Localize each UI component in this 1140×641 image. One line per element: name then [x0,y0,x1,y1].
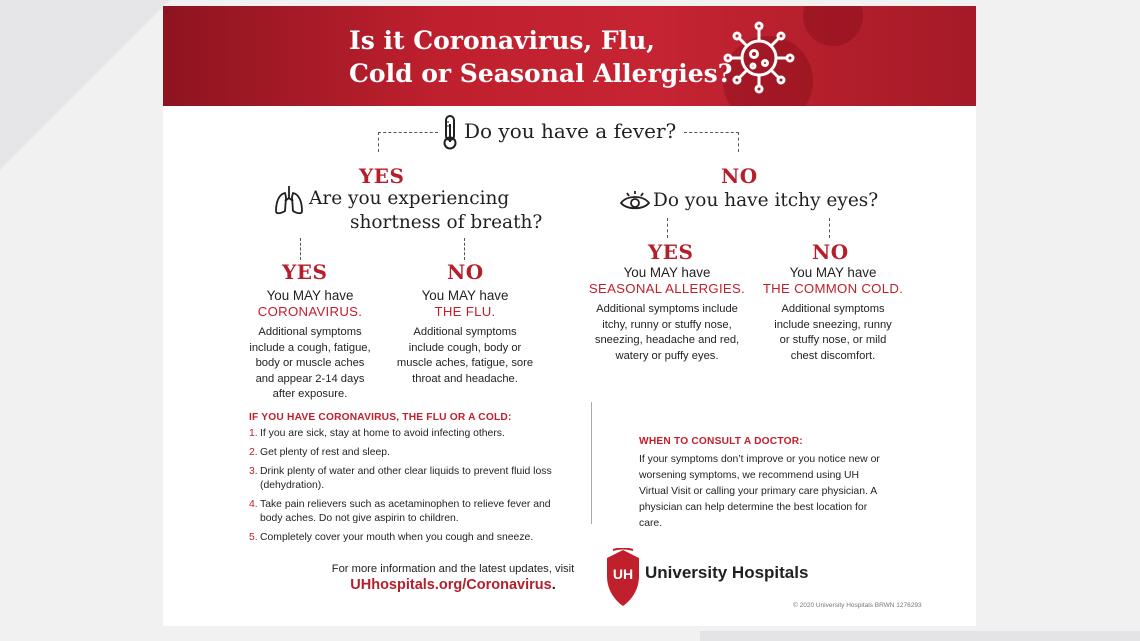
consult-text: If your symptoms don’t improve or you notice new or worsening symptoms, we recommend using UH Virtual Visit or calling your primary care physician. A physician can help determine the best location for care. [639,454,880,529]
tip-text: If you are sick, stay at home to avoid infecting others. [260,428,505,439]
tip-text: Take pain relievers such as acetaminophen to relieve fever and body aches. Do not give aspirin to children. [260,499,551,524]
tip-number: 3. [249,466,258,477]
breath-question [309,187,542,235]
more-info-link[interactable] [303,577,603,593]
symptom-line: body or muscle aches [255,357,365,369]
symptom-line: throat and headache. [412,372,518,385]
result-diagnosis: THE FLU. [434,304,496,319]
result-may: You MAY have [623,265,711,280]
result-symptoms [577,302,757,364]
eyes-yes-label: YES [648,240,694,264]
tip-item [249,446,559,460]
symptom-line: muscle aches, fatigue, sore [396,357,534,369]
symptom-line: chest discomfort. [790,349,876,362]
tip-item [249,498,559,526]
result-diagnosis: CORONAVIRUS. [257,304,363,319]
uh-logo-text: UH [612,566,634,582]
result-coronavirus [230,288,390,403]
connector-fever-left [378,132,438,133]
symptom-line: or stuffy nose, or mild [779,334,887,346]
tip-number: 4. [249,499,258,510]
connector-fever-right [684,132,739,133]
tip-item [249,427,559,441]
header-banner [163,6,976,106]
result-diagnosis: SEASONAL ALLERGIES. [588,281,746,296]
fever-yes-label: YES [359,164,405,188]
symptom-line: include cough, body or [408,341,522,354]
tips-heading: IF YOU HAVE CORONAVIRUS, THE FLU OR A COLD: [249,412,512,423]
more-info [303,563,603,593]
symptom-line: itchy, runny or stuffy nose, [602,318,732,331]
result-common-cold [753,265,913,364]
result-symptoms [753,302,913,364]
connector-breath-no [464,238,465,260]
title-line-2: Cold or Seasonal Allergies? [349,59,733,88]
result-symptoms [385,325,545,387]
symptom-line: sneezing, headache and red, [594,334,740,346]
fever-no-label: NO [721,164,758,188]
consult-heading: WHEN TO CONSULT A DOCTOR: [639,436,803,447]
background-shape [0,0,170,170]
more-info-url-period: . [551,577,556,593]
tips-list [249,427,559,550]
tip-text: Completely cover your mouth when you cough and sneeze. [260,532,534,543]
banner-virus-shadow [803,6,863,46]
copyright: © 2020 University Hospitals BRWN 1276293 [793,602,922,609]
breath-yes-label: YES [282,260,328,284]
result-symptoms [230,325,390,403]
more-info-url[interactable]: UHhospitals.org/Coronavirus [350,577,552,593]
connector-eyes-no [829,218,830,238]
uh-logo-icon [603,548,643,608]
symptom-line: include sneezing, runny [774,318,892,331]
fever-question: Do you have a fever? [464,119,677,143]
symptom-line: Additional symptoms [781,303,885,315]
symptom-line: after exposure. [272,388,348,400]
breath-no-label: NO [447,260,484,284]
tip-number: 2. [249,447,258,458]
infographic-card [163,6,976,626]
virus-icon [723,18,795,94]
lungs-icon [274,184,304,216]
background-shape-bottom [700,631,1140,641]
tip-text: Get plenty of rest and sleep. [260,447,390,458]
tip-item [249,531,559,545]
connector-fever-right-down [738,132,739,152]
section-divider [591,402,592,524]
thermometer-icon [442,114,458,150]
symptom-line: include a cough, fatigue, [249,341,371,354]
eyes-no-label: NO [812,240,849,264]
title-line-1: Is it Coronavirus, Flu, [349,26,655,55]
result-allergies [577,265,757,364]
breath-question-line-1: Are you experiencing [309,188,510,209]
tip-item [249,465,559,493]
tip-text: Drink plenty of water and other clear liquids to prevent fluid loss (dehydration). [260,466,552,491]
tip-number: 5. [249,532,258,543]
result-flu [385,288,545,387]
result-diagnosis: THE COMMON COLD. [762,281,904,296]
result-may: You MAY have [789,265,877,280]
symptom-line: Additional symptoms include [596,303,738,315]
result-may: You MAY have [421,288,509,303]
itchy-eyes-question: Do you have itchy eyes? [653,190,879,211]
connector-eyes-yes [667,218,668,238]
symptom-line: Additional symptoms [258,326,362,338]
symptom-line: and appear 2-14 days [255,372,365,385]
eye-icon [619,190,651,212]
page-title [349,24,732,90]
symptom-line: watery or puffy eyes. [615,349,719,362]
tip-number: 1. [249,428,258,439]
org-name: University Hospitals [645,563,809,582]
result-may: You MAY have [266,288,354,303]
connector-breath-yes [300,238,301,260]
connector-fever-left-down [378,132,379,152]
more-info-text: For more information and the latest updates, visit [331,563,575,575]
symptom-line: Additional symptoms [413,326,517,338]
breath-question-line-2: shortness of breath? [350,212,543,233]
